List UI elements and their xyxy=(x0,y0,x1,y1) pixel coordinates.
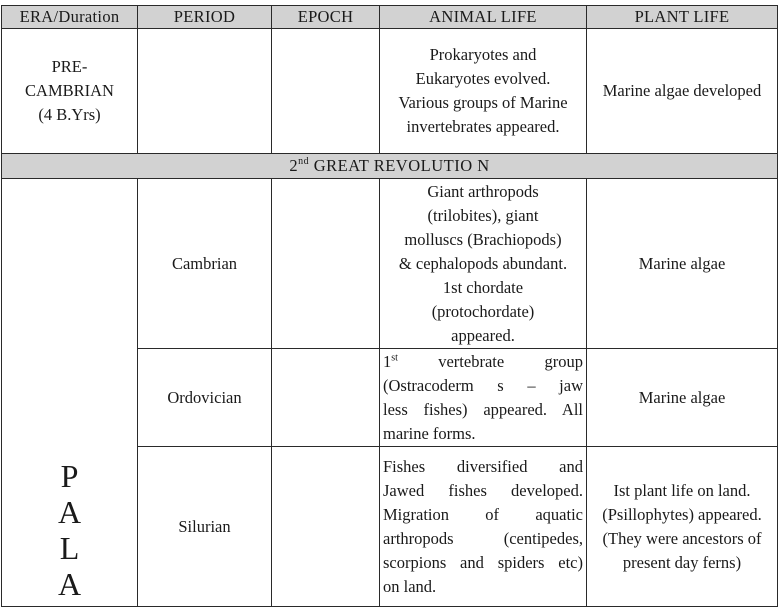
cambrian-animal-line: Giant arthropods xyxy=(427,181,539,201)
precambrian-era-line3: (4 B.Yrs) xyxy=(38,105,101,124)
silurian-period: Silurian xyxy=(138,447,272,607)
revolution-banner xyxy=(2,154,778,179)
precambrian-row xyxy=(2,29,778,154)
cambrian-period: Cambrian xyxy=(138,179,272,349)
precambrian-plant-cell: Marine algae developed xyxy=(587,29,778,154)
revolution-sup: nd xyxy=(298,155,310,167)
precambrian-epoch-cell xyxy=(272,29,380,154)
ordovician-animal-cell xyxy=(380,349,587,447)
palaeozoic-era-cell xyxy=(2,179,138,607)
cambrian-animal-cell xyxy=(380,179,587,349)
pala-letter: L xyxy=(59,530,80,566)
silurian-epoch-cell xyxy=(272,447,380,607)
cambrian-epoch-cell xyxy=(272,179,380,349)
precambrian-animal-line: Various groups of Marine xyxy=(398,93,568,112)
silurian-animal-line: Jawed fishes developed. xyxy=(383,480,583,500)
precambrian-era-cell xyxy=(2,29,138,154)
cambrian-animal-line: appeared. xyxy=(451,325,515,345)
ordovician-ordinal-sup: st xyxy=(391,352,398,363)
header-plant-life: PLANT LIFE xyxy=(587,6,778,29)
revolution-prefix: 2 xyxy=(289,156,299,175)
precambrian-era-line1: PRE- xyxy=(51,57,88,76)
silurian-animal-line: Migration of aquatic xyxy=(383,504,583,524)
ordovician-plant-cell: Marine algae xyxy=(587,349,778,447)
ordovician-ordinal xyxy=(383,352,398,371)
silurian-plant-line: Ist plant life on land. xyxy=(613,480,751,500)
pala-letter: A xyxy=(57,494,82,530)
precambrian-animal-line: Prokaryotes and xyxy=(429,45,537,64)
ordovician-line1-rest: vertebrate group xyxy=(438,351,583,371)
silurian-animal-cell xyxy=(380,447,587,607)
ordovician-animal-line xyxy=(383,350,583,374)
header-row xyxy=(2,6,778,29)
silurian-plant-line: (They were ancestors of xyxy=(602,528,762,548)
cambrian-plant-cell: Marine algae xyxy=(587,179,778,349)
silurian-plant-line: (Psillophytes) appeared. xyxy=(602,504,762,524)
ordovician-epoch-cell xyxy=(272,349,380,447)
header-animal-life: ANIMAL LIFE xyxy=(380,6,587,29)
silurian-plant-line: present day ferns) xyxy=(622,552,742,572)
pala-letter: P xyxy=(60,458,79,494)
precambrian-era-line2: CAMBRIAN xyxy=(25,81,114,100)
ordovician-animal-line: (Ostracoderm s – jaw xyxy=(383,375,583,395)
silurian-plant-cell xyxy=(587,447,778,607)
ordovician-period: Ordovician xyxy=(138,349,272,447)
cambrian-animal-line: molluscs (Brachiopods) xyxy=(404,229,562,249)
cambrian-animal-line: 1st chordate xyxy=(442,277,524,297)
header-era: ERA/Duration xyxy=(2,6,138,29)
cambrian-animal-line: (trilobites), giant xyxy=(427,205,539,225)
geologic-time-table xyxy=(1,5,778,607)
cambrian-animal-line: & cephalopods abundant. xyxy=(398,253,568,273)
header-period: PERIOD xyxy=(138,6,272,29)
silurian-animal-line: Fishes diversified and xyxy=(383,456,583,476)
cambrian-row xyxy=(2,179,778,349)
precambrian-animal-cell xyxy=(380,29,587,154)
silurian-animal-line: on land. xyxy=(383,576,437,596)
precambrian-period-cell xyxy=(138,29,272,154)
revolution-row xyxy=(2,154,778,179)
precambrian-animal-line: invertebrates appeared. xyxy=(406,117,560,136)
ordovician-ordinal-num: 1 xyxy=(383,351,392,371)
header-epoch: EPOCH xyxy=(272,6,380,29)
precambrian-animal-line: Eukaryotes evolved. xyxy=(415,69,551,88)
silurian-animal-line: arthropods (centipedes, xyxy=(383,528,583,548)
ordovician-animal-line: marine forms. xyxy=(383,423,476,443)
revolution-text: GREAT REVOLUTIO N xyxy=(309,156,490,175)
cambrian-animal-line: (protochordate) xyxy=(431,301,535,321)
ordovician-animal-line: less fishes) appeared. All xyxy=(383,399,583,419)
silurian-animal-line: scorpions and spiders etc) xyxy=(383,552,583,572)
pala-letter: A xyxy=(57,566,82,602)
